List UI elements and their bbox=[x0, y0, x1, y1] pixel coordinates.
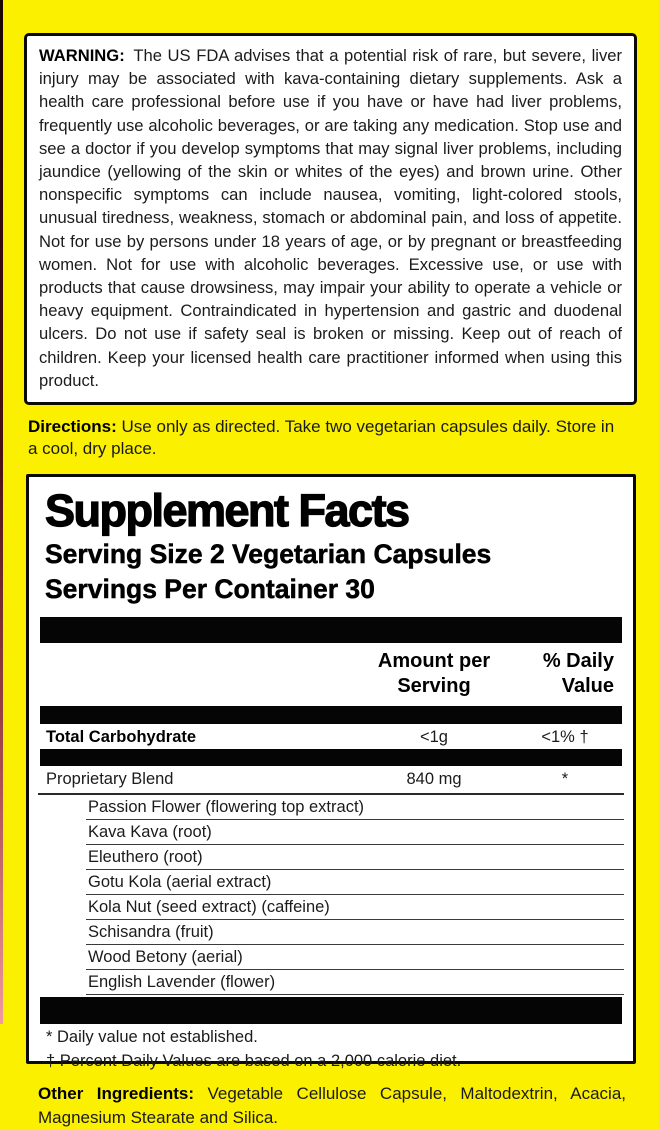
proprietary-blend-name: Proprietary Blend bbox=[46, 770, 174, 789]
directions-label: Directions: bbox=[28, 417, 117, 437]
column-header-amount-per-serving bbox=[354, 649, 514, 699]
serving-size-line: Serving Size 2 Vegetarian Capsules bbox=[45, 539, 492, 570]
blend-ingredient-eleuthero: Eleuthero (root) bbox=[86, 845, 624, 870]
separator-bar-bottom bbox=[40, 997, 622, 1024]
blend-ingredient-schisandra: Schisandra (fruit) bbox=[86, 920, 624, 945]
fda-warning-box bbox=[24, 33, 637, 405]
dv-header-line2: Value bbox=[561, 675, 614, 698]
total-carbohydrate-name: Total Carbohydrate bbox=[46, 728, 197, 747]
warning-text: The US FDA advises that a potential risk of rare, but severe, liver injury may be associated with kava-containing dietary supplements. Ask a health care professional before use if you have or have had liver problems, frequently use alcoholic beverages, or are taking any medication. Stop use and see a doctor if you develop symptoms that may signal liver problems, including jaundice (yellowing of the skin or whites of the eyes) and brown urine. Other nonspecific symptoms can include nausea, vomiting, light-colored stools, unusual tiredness, weakness, stomach or abdominal pain, and loss of appetite. Not for use by persons under 18 years of age, or by pregnant or breastfeeding women. Not for use with alcoholic beverages. Excessive use, or use with products that cause drowsiness, may impair your ability to operate a vehicle or heavy equipment. Contraindicated in hypertension and gastric and duodenal ulcers. Do not use if safety seal is broken or missing. Keep out of reach of children. Keep your licensed health care practitioner informed when using this product. bbox=[39, 46, 622, 390]
row-proprietary-blend bbox=[38, 766, 624, 795]
blend-ingredient-kava-kava: Kava Kava (root) bbox=[86, 820, 624, 845]
column-header-daily-value bbox=[514, 649, 616, 699]
warning-label: WARNING: bbox=[39, 46, 125, 65]
footnote-daily-value: * Daily value not established. bbox=[46, 1028, 258, 1047]
proprietary-blend-dv: * bbox=[561, 770, 569, 789]
scan-edge-artifact bbox=[0, 0, 3, 1024]
total-carbohydrate-dv: <1% † bbox=[541, 728, 589, 747]
dv-header-line1: % Daily bbox=[542, 650, 614, 673]
blend-ingredient-passion-flower: Passion Flower (flowering top extract) bbox=[86, 795, 624, 820]
directions-text: Use only as directed. Take two vegetarian capsules daily. Store in a cool, dry place. bbox=[28, 417, 615, 459]
other-ingredients-text: Vegetable Cellulose Capsule, Maltodextrin, Acacia, Magnesium Stearate and Silica. bbox=[38, 1084, 626, 1128]
total-carbohydrate-amount: <1g bbox=[420, 728, 448, 747]
other-ingredients-line bbox=[38, 1082, 626, 1130]
blend-ingredient-kola-nut: Kola Nut (seed extract) (caffeine) bbox=[86, 895, 624, 920]
proprietary-blend-amount: 840 mg bbox=[406, 770, 462, 789]
separator-bar-below-headers bbox=[40, 706, 622, 724]
other-ingredients-label: Other Ingredients: bbox=[38, 1084, 195, 1104]
blend-ingredient-gotu-kola: Gotu Kola (aerial extract) bbox=[86, 870, 624, 895]
fda-warning-paragraph bbox=[39, 44, 622, 392]
directions-line bbox=[28, 416, 628, 460]
blend-ingredient-wood-betony: Wood Betony (aerial) bbox=[86, 945, 624, 970]
amount-header-line2: Serving bbox=[397, 675, 471, 698]
separator-bar-below-carbohydrate bbox=[40, 749, 622, 766]
facts-column-headers bbox=[38, 643, 624, 706]
row-total-carbohydrate bbox=[38, 724, 624, 749]
servings-per-container-line: Servings Per Container 30 bbox=[45, 574, 375, 605]
separator-bar-thick-top bbox=[40, 617, 622, 643]
supplement-facts-panel bbox=[26, 474, 636, 1071]
footnote-percent-daily-values: † Percent Daily Values are based on a 2,000 calorie diet. bbox=[46, 1052, 462, 1071]
amount-header-line1: Amount per bbox=[377, 650, 491, 673]
blend-ingredient-english-lavender: English Lavender (flower) bbox=[86, 970, 624, 995]
supplement-facts-title: Supplement Facts bbox=[45, 485, 409, 537]
